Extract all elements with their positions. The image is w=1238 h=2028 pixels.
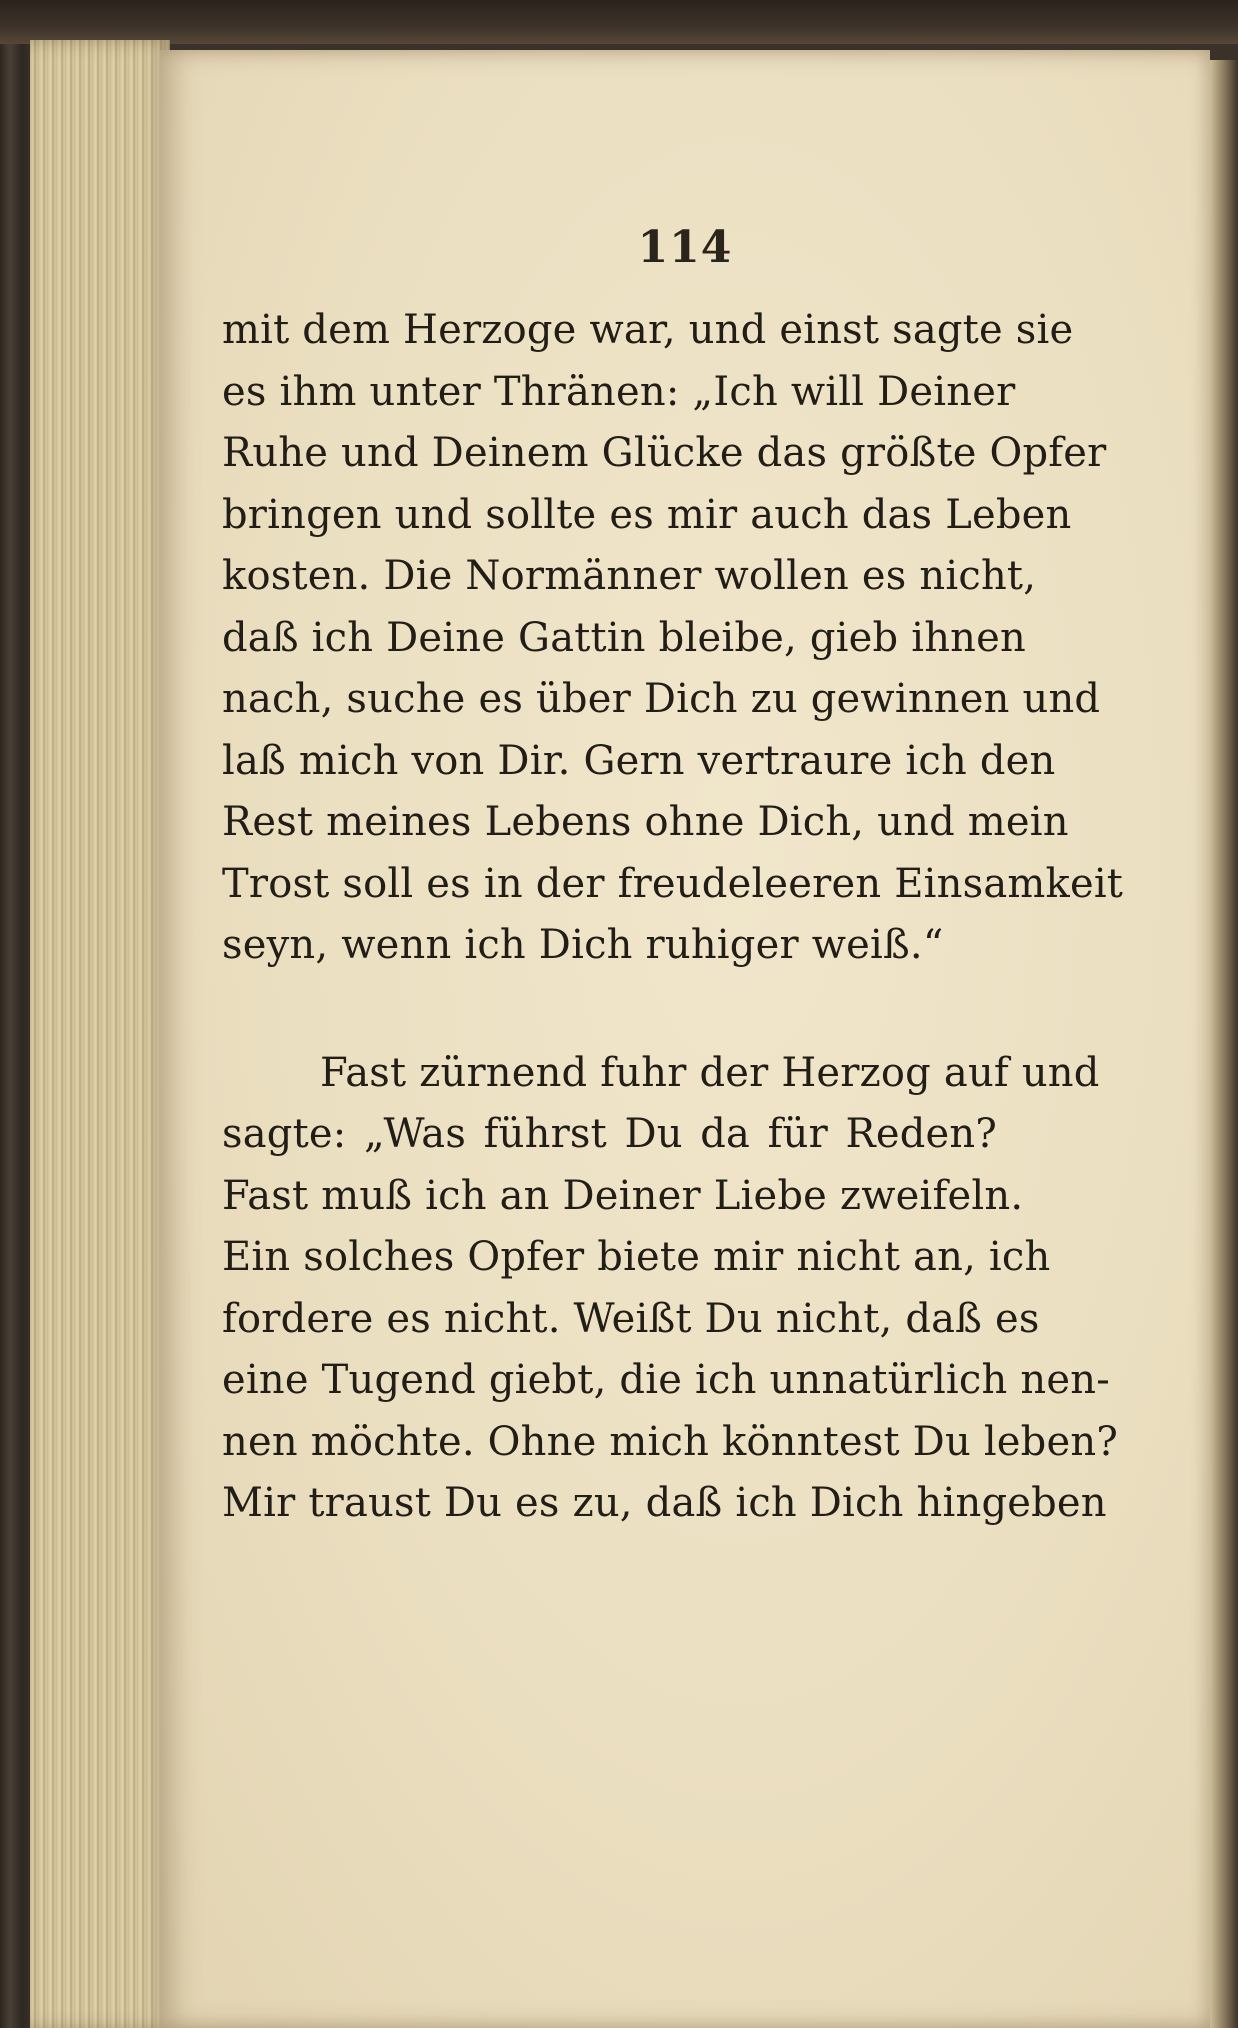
text-line: fordere es nicht. Weißt Du nicht, daß es	[222, 1295, 1040, 1342]
text-line: sagte: „Was führst Du da für Reden?	[222, 1111, 997, 1157]
text-line: Ruhe und Deinem Glücke das größte Opfer	[222, 430, 1107, 476]
text-line: seyn, wenn ich Dich ruhiger weiß.“	[222, 922, 944, 968]
body-text	[222, 300, 1124, 1535]
text-line: Ein solches Opfer biete mir nicht an, ich	[222, 1234, 1051, 1280]
text-line: nen möchte. Ohne mich könntest Du leben?	[222, 1418, 1118, 1465]
text-line: Trost soll es in der freudeleeren Einsamkeit	[222, 860, 1124, 907]
text-line: Fast muß ich an Deiner Liebe zweifeln.	[222, 1172, 1024, 1219]
text-line: nach, suche es über Dich zu gewinnen und	[222, 676, 1101, 722]
page-number: 114	[637, 222, 733, 273]
text-line: Mir traust Du es zu, daß ich Dich hingeben	[222, 1480, 1107, 1526]
page-right-edge	[1210, 60, 1238, 2028]
text-line: eine Tugend giebt, die ich unnatürlich nen-	[222, 1357, 1110, 1403]
text-line: daß ich Deine Gattin bleibe, gieb ihnen	[222, 614, 1026, 661]
text-line: Fast zürnend fuhr der Herzog auf und	[320, 1049, 1100, 1096]
text-line: es ihm unter Thränen: „Ich will Deiner	[222, 368, 1016, 415]
paragraph-gap	[222, 977, 997, 1043]
text-line: kosten. Die Normänner wollen es nicht,	[222, 553, 1037, 599]
page-block-edge	[30, 40, 170, 2028]
text-line: laß mich von Dir. Gern vertraure ich den	[222, 737, 1056, 784]
text-line: bringen und sollte es mir auch das Leben	[222, 491, 1072, 538]
book-cover-top	[0, 0, 1238, 44]
text-line: Rest meines Lebens ohne Dich, und mein	[222, 799, 1069, 845]
text-line: mit dem Herzoge war, und einst sagte sie	[222, 307, 1074, 353]
